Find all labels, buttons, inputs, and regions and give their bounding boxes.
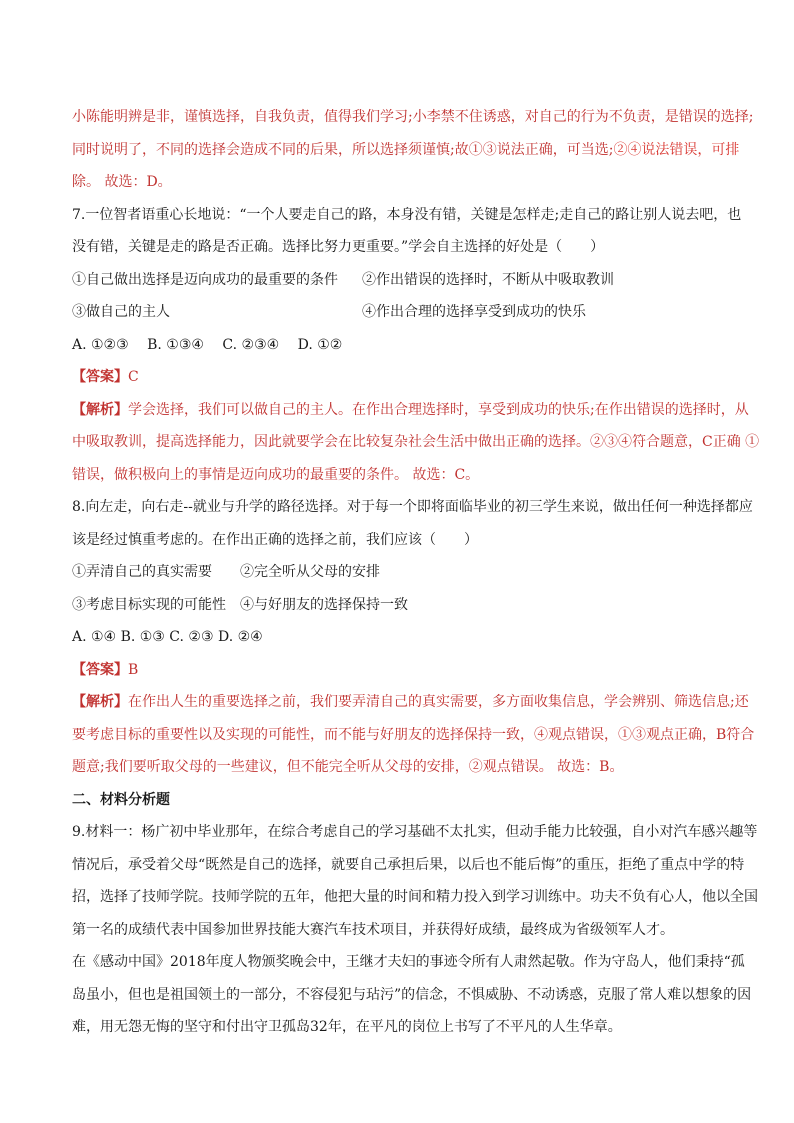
q8-options-row-2: ③考虑目标实现的可能性 ④与好朋友的选择保持一致 xyxy=(72,596,408,613)
q7-stem-1: 7.一位智者语重心长地说：“一个人要走自己的路，本身没有错，关键是怎样走;走自己的路让别人说去吧，也 xyxy=(72,206,742,223)
q7-stem-2: 没有错，关键是走的路是否正确。选择比努力更重要。”学会自主选择的好处是（ ） xyxy=(72,239,605,255)
intro-line-2 xyxy=(72,134,754,167)
q7-answer xyxy=(72,361,754,394)
intro-line-3: 除。 故选：D。 xyxy=(72,174,172,190)
q7-analysis-line-1 xyxy=(72,394,754,427)
q7-answer-value: C xyxy=(128,369,139,385)
q7-analysis-line-3: 错误，做积极向上的事情是迈向成功的最重要的条件。 故选：C。 xyxy=(72,466,480,483)
intro-line-1: 小陈能明辨是非，谨慎选择，自我负责，值得我们学习;小李禁不住诱惑，对自己的行为不负责，是错误的选择; xyxy=(72,109,754,125)
q7-analysis-line-2: 中吸取教训，提高选择能力，因此就要学会在比较复杂社会生活中做出正确的选择。②③④符合题意，C正确 ① xyxy=(72,434,760,450)
q7-option-4: ④作出合理的选择享受到成功的快乐 xyxy=(362,304,586,320)
intro-line-2-text: 同时说明了，不同的选择会造成不同的后果，所以选择须谨慎;故①③说法正确，可当选; xyxy=(72,141,614,158)
q9-line-5: 在《感动中国》2018年度人物颁奖晚会中，王继才夫妇的事迹令所有人肃然起敬。作为守岛人，他们秉持“孤 xyxy=(72,954,745,970)
q7-option-2: ②作出错误的选择时，不断从中吸取教训 xyxy=(362,271,614,288)
q8-analysis-label: 【解析】 xyxy=(72,694,128,710)
q8-choices: A. ①④ B. ①③ C. ②③ D. ②④ xyxy=(72,629,263,645)
q7-analysis-text-1: 学会选择，我们可以做自己的主人。在作出合理选择时，享受到成功的快乐;在作出错误的选择时，从 xyxy=(128,401,749,418)
q8-answer xyxy=(72,654,754,687)
q9-line-2: 情况后，承受着父母“既然是自己的选择，就要自己承担后果，以后也不能后悔”的重压，拒绝了重点中学的特 xyxy=(72,856,745,873)
q7-option-1: ①自己做出选择是迈向成功的最重要的条件 xyxy=(72,271,338,288)
q7-answer-label: 【答案】 xyxy=(72,369,128,385)
q8-stem-1: 8.向左走，向右走--就业与升学的路径选择。对于每一个即将面临毕业的初三学生来说，做出任何一种选择都应 xyxy=(72,499,753,515)
intro-line-2-highlight: ②④说法错误，可排 xyxy=(613,141,740,158)
q8-answer-label: 【答案】 xyxy=(72,661,128,678)
q8-options-row-1: ①弄清自己的真实需要 ②完全听从父母的安排 xyxy=(72,564,380,580)
q8-stem-2: 该是经过慎重考虑的。在作出正确的选择之前，我们应该（ ） xyxy=(72,531,478,548)
q8-analysis-line-2: 要考虑目标的重要性以及实现的可能性，而不能与好朋友的选择保持一致，④观点错误，①③观点正确，B符合 xyxy=(72,726,755,743)
q7-analysis-label: 【解析】 xyxy=(72,401,128,418)
q9-line-7: 难，用无怨无悔的坚守和付出守卫孤岛32年，在平凡的岗位上书写了不平凡的人生华章。 xyxy=(72,1019,622,1035)
q8-analysis-text-1: 在作出人生的重要选择之前，我们要弄清自己的真实需要，多方面收集信息，学会辨别、筛选信息;还 xyxy=(128,694,749,710)
q8-analysis-line-1 xyxy=(72,686,754,719)
section-title: 二、材料分析题 xyxy=(72,791,170,808)
q7-options-row-1 xyxy=(72,264,754,297)
q9-line-6: 岛虽小，但也是祖国领土的一部分，不容侵犯与玷污”的信念，不惧威胁、不动诱惑，克服了常人难以想象的因 xyxy=(72,986,752,1003)
q9-line-1: 9.材料一：杨广初中毕业那年，在综合考虑自己的学习基础不太扎实，但动手能力比较强，自小对汽车感兴趣等 xyxy=(72,824,758,840)
q9-line-3: 招，选择了技师学院。技师学院的五年，他把大量的时间和精力投入到学习训练中。功夫不负有心人，他以全国 xyxy=(72,889,758,905)
q8-answer-value: B xyxy=(128,661,139,678)
q7-options-row-2 xyxy=(72,296,754,329)
q7-option-3: ③做自己的主人 xyxy=(72,304,170,320)
q8-analysis-line-3: 题意;我们要听取父母的一些建议，但不能完全听从父母的安排，②观点错误。 故选：B。 xyxy=(72,759,624,775)
q7-choices: A. ①②③ B. ①③④ C. ②③④ D. ①② xyxy=(72,336,343,353)
q9-line-4: 第一名的成绩代表中国参加世界技能大赛汽车技术项目，并获得好成绩，最终成为省级领军人才。 xyxy=(72,921,674,938)
